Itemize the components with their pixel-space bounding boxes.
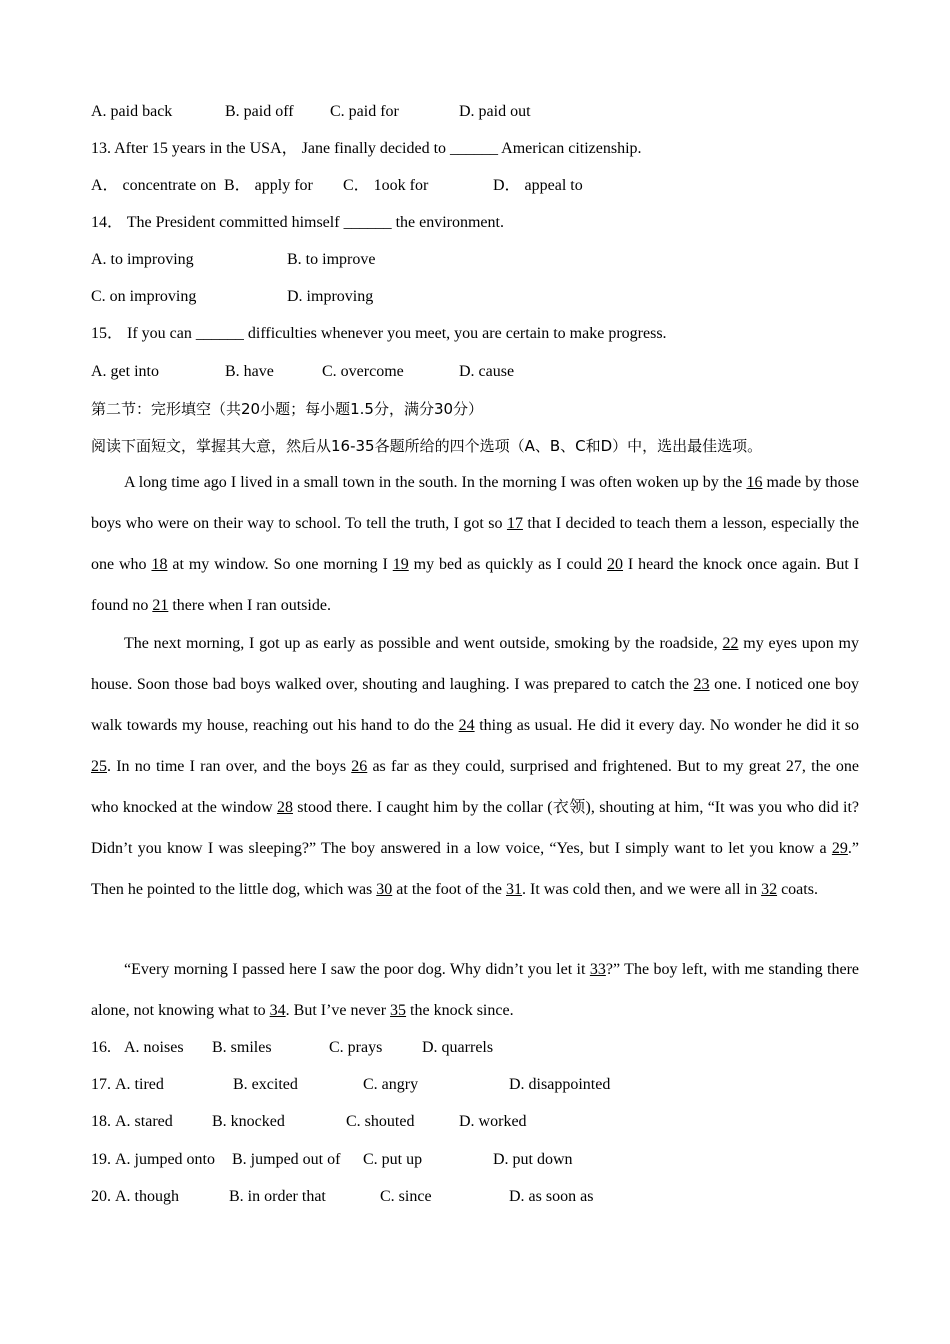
passage-text: ?” The boy left, with me standing there alone, not knowing what to xyxy=(91,961,860,1019)
blank-number: 34 xyxy=(269,1002,286,1019)
option-a: A. noises xyxy=(124,1039,184,1056)
blank-number: 20 xyxy=(607,556,624,573)
option-a: A. tired xyxy=(115,1076,164,1093)
option-a: A. to improving xyxy=(91,251,194,268)
option-b: B. paid off xyxy=(225,103,294,120)
option-d: D. cause xyxy=(459,363,515,380)
option-d: D. worked xyxy=(459,1113,527,1130)
passage-text: my eyes upon my house. Soon those bad boys walked over, shouting and laughing. I was prepared to catch the xyxy=(91,635,860,693)
passage-text: at my window. So one morning I xyxy=(167,556,393,573)
option-c: C. angry xyxy=(363,1076,419,1093)
question-15-stem: 15． If you can ______ difficulties whenever you meet, you are certain to make progress. xyxy=(91,325,667,342)
passage-paragraph-2 xyxy=(91,623,859,910)
option-a: A. paid back xyxy=(91,103,173,120)
blank-number: 29 xyxy=(831,840,848,857)
passage-text: that I decided to teach them a lesson, especially the one who xyxy=(91,515,860,573)
passage-text: the knock since. xyxy=(406,1002,514,1019)
question-number: 17. xyxy=(91,1076,111,1093)
passage-text: at the foot of the xyxy=(392,881,507,898)
passage-text: .” Then he pointed to the little dog, which was xyxy=(91,840,859,898)
option-c: C. paid for xyxy=(330,103,399,120)
passage-text: . It was cold then, and we were all in xyxy=(522,881,762,898)
question-number: 16. xyxy=(91,1039,111,1056)
passage-text: I heard the knock once again. But I found no xyxy=(91,556,860,614)
option-b: B. have xyxy=(225,363,274,380)
option-d: D. as soon as xyxy=(509,1188,594,1205)
blank-number: 16 xyxy=(746,474,763,491)
option-c: C． 1ook for xyxy=(343,177,429,194)
passage-text: stood there. I caught him by the collar (衣领), shouting at him, “It was you who did it? Didn’t you know I was sleeping?” The boy answered in a low voice, “Yes, but I simply want to let you know a xyxy=(91,799,860,857)
blank-number: 24 xyxy=(458,717,475,734)
option-a: A. stared xyxy=(115,1113,173,1130)
blank-number: 21 xyxy=(152,597,169,614)
option-a: A. though xyxy=(115,1188,179,1205)
blank-number: 30 xyxy=(376,881,393,898)
option-a: A． concentrate on xyxy=(91,177,217,194)
option-b: B. to improve xyxy=(287,251,376,268)
option-d: D. disappointed xyxy=(509,1076,611,1093)
passage-text: . But I’ve never xyxy=(285,1002,391,1019)
option-b: B. excited xyxy=(233,1076,298,1093)
option-c: C. overcome xyxy=(322,363,404,380)
question-number: 18. xyxy=(91,1113,111,1130)
passage-text: . In no time I ran over, and the boys xyxy=(107,758,352,775)
blank-number: 28 xyxy=(276,799,293,816)
option-c: C. on improving xyxy=(91,288,197,305)
passage-text: my bed as quickly as I could xyxy=(408,556,608,573)
blank-number: 26 xyxy=(351,758,368,775)
option-b: B. smiles xyxy=(212,1039,272,1056)
blank-number: 17 xyxy=(506,515,523,532)
option-d: D. put down xyxy=(493,1151,573,1168)
option-c: C. put up xyxy=(363,1151,423,1168)
option-d: D. quarrels xyxy=(422,1039,494,1056)
question-number: 20. xyxy=(91,1188,111,1205)
option-d: D. paid out xyxy=(459,103,531,120)
passage-text: there when I ran outside. xyxy=(168,597,331,614)
option-a: A. get into xyxy=(91,363,159,380)
passage-paragraph-1 xyxy=(91,462,859,626)
answer-blank: ______ xyxy=(450,140,499,157)
option-c: C. shouted xyxy=(346,1113,415,1130)
question-number: 19. xyxy=(91,1151,111,1168)
option-b: B. in order that xyxy=(229,1188,326,1205)
answer-blank: ______ xyxy=(343,214,392,231)
option-b: B. knocked xyxy=(212,1113,285,1130)
section-instruction: 阅读下面短文，掌握其大意，然后从16-35各题所给的四个选项（A、B、C和D）中，选出最佳选项。 xyxy=(91,437,763,455)
passage-text: thing as usual. He did it every day. No wonder he did it so xyxy=(474,717,859,734)
section-title: 第二节：完形填空（共20小题；每小题1.5分，满分30分） xyxy=(91,400,484,418)
question-13-stem: 13. After 15 years in the USA， Jane finally decided to ______ American citizenship. xyxy=(91,140,642,157)
blank-number: 31 xyxy=(506,881,523,898)
option-d: D. improving xyxy=(287,288,374,305)
passage-text: “Every morning I passed here I saw the poor dog. Why didn’t you let it xyxy=(124,961,590,978)
passage-text: A long time ago I lived in a small town in the south. In the morning I was often woken up by the xyxy=(124,474,747,491)
passage-text: coats. xyxy=(777,881,818,898)
blank-number: 33 xyxy=(589,961,606,978)
option-d: D． appeal to xyxy=(493,177,583,194)
passage-text: one. I noticed one boy walk towards my house, reaching out his hand to do the xyxy=(91,676,859,734)
passage-paragraph-3 xyxy=(91,949,859,1031)
blank-number: 19 xyxy=(392,556,409,573)
option-a: A. jumped onto xyxy=(115,1151,215,1168)
option-b: B. jumped out of xyxy=(232,1151,341,1168)
passage-text: The next morning, I got up as early as possible and went outside, smoking by the roadside, xyxy=(124,635,723,652)
passage-text: as far as they could, surprised and frightened. But to my great 27, the one who knocked at the window xyxy=(91,758,859,816)
passage-text: made by those boys who were on their way to school. To tell the truth, I got so xyxy=(91,474,860,532)
answer-blank: ______ xyxy=(195,325,244,342)
blank-number: 35 xyxy=(390,1002,407,1019)
blank-number: 18 xyxy=(151,556,168,573)
option-c: C. prays xyxy=(329,1039,383,1056)
blank-number: 23 xyxy=(693,676,710,693)
question-14-stem: 14． The President committed himself ______ the environment. xyxy=(91,214,504,231)
option-b: B． apply for xyxy=(224,177,313,194)
blank-number: 32 xyxy=(761,881,778,898)
blank-number: 25 xyxy=(91,758,107,775)
option-c: C. since xyxy=(380,1188,432,1205)
blank-number: 22 xyxy=(722,635,739,652)
